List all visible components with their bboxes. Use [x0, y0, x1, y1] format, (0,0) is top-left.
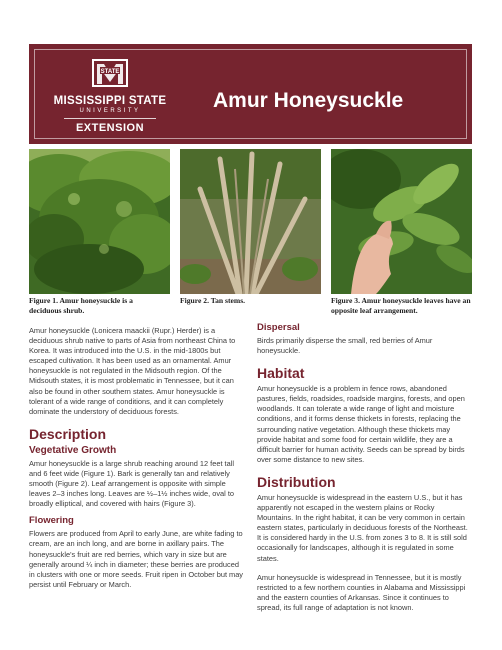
left-column — [29, 326, 243, 599]
logo-extension: EXTENSION — [75, 122, 145, 134]
distribution-paragraph-2: Amur honeysuckle is widespread in Tennessee, but it is mostly restricted to a few northern counties in Alabama and Mississippi and the eastern counties of Arkansas. Since it continues to spread, its full range of adaptation is not known. — [257, 572, 466, 612]
dispersal-paragraph: Birds primarily disperse the small, red berries of Amur honeysuckle. — [257, 336, 433, 356]
header-banner — [29, 44, 472, 144]
figure-3-photo — [331, 149, 472, 294]
svg-text:STATE: STATE — [100, 69, 120, 75]
distribution-paragraph-1: Amur honeysuckle is widespread in the eastern U.S., but it has apparently not escaped in the western plains or Rocky Mountains. In the right habitat, it can be very common in certain eastern states, particularly in deciduous forests of the Northeast. It is considered hardy in the U.S. from zones 3 to 8. It is still sold occasionally for landscapes, although it is regulated in some states. — [257, 492, 468, 563]
intro-paragraph: Amur honeysuckle (Lonicera maackii (Rupr.) Herder) is a deciduous shrub native to parts of Asia from northeast China to Korea. It was introduced into the U.S. in the mid-1800s but escaped cultivation. It has been used as an ornamental. Amur honeysuckle is not regulated in the Midsouth region. Of the Midsouth states, it is most problematic in Tennessee, but it can also be found in other southern states. Amur honeysuckle is tolerant of a wide range of conditions, and it can completely dominate the understory of deciduous forests. — [29, 326, 236, 416]
dispersal-heading: Dispersal — [257, 322, 300, 333]
vegetative-growth-heading: Vegetative Growth — [29, 444, 117, 456]
logo-university: UNIVERSITY — [79, 108, 141, 114]
msu-extension-logo — [45, 56, 175, 134]
banner-border — [34, 49, 467, 139]
figure-3-caption: Figure 3. Amur honeysuckle leaves have an opposite leaf arrangement. — [331, 296, 471, 315]
habitat-heading: Habitat — [257, 365, 305, 382]
description-heading: Description — [29, 425, 107, 442]
right-column — [257, 322, 472, 622]
stems-image — [180, 149, 321, 294]
distribution-heading: Distribution — [257, 473, 336, 490]
logo-divider — [64, 118, 156, 119]
vegetative-growth-paragraph: Amur honeysuckle is a large shrub reaching around 12 feet tall and 6 feet wide (Figure 1). Bark is generally tan and relatively smooth (Figure 2). Leaf arrangement is opposite with simple leaves 2–3 inches long. Leaves are ½–1½ inches wide, oval to broadly elliptical, and covered with hairs (Figure 3). — [29, 458, 235, 509]
page-title: Amur Honeysuckle — [213, 89, 404, 112]
msu-seal-icon — [91, 58, 129, 88]
leaves-image — [331, 149, 472, 294]
figure-2-photo — [180, 149, 321, 294]
habitat-paragraph: Amur honeysuckle is a problem in fence rows, abandoned pastures, fields, roadsides, roadside margins, forests, and open woodlands. It can tolerate a wide range of light and moisture conditions, and it forms dense thickets in forests, replacing the surrounding native vegetation. Although these thickets may provide habitat and some food for certain wildlife, they are a difficult barrier for human activity. Seeds can be spread by birds over some distance to new sites. — [257, 384, 465, 464]
figure-1-photo — [29, 149, 170, 294]
flowering-heading: Flowering — [29, 515, 74, 527]
figure-2-caption: Figure 2. Tan stems. — [180, 296, 246, 305]
shrub-image — [29, 149, 170, 294]
figure-1-caption: Figure 1. Amur honeysuckle is a deciduous shrub. — [29, 296, 133, 315]
logo-name: MISSISSIPPI STATE — [53, 95, 167, 107]
flowering-paragraph: Flowers are produced from April to early June, are white fading to cream, are an inch long, and are borne in axillary pairs. The honeysuckle's fruit are red berries, which vary in size but are generally around ¼ inch in diameter; these berries are produced in clusters with one or more seeds. Fruit ripen in October but may persist until February or March. — [29, 529, 244, 589]
